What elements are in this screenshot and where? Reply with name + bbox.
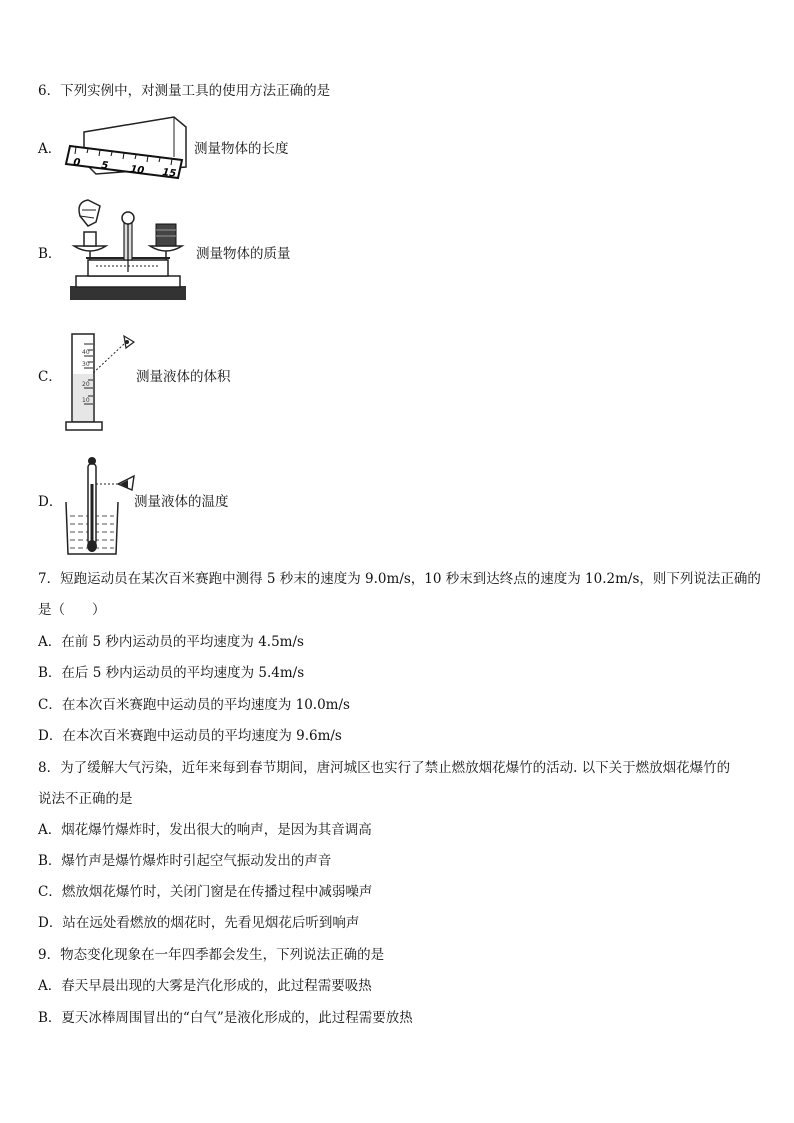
q7-stem-line2: 是（ ） xyxy=(38,602,106,618)
q7-option-a: A．在前 5 秒内运动员的平均速度为 4.5m/s xyxy=(38,634,304,650)
balance-figure xyxy=(66,196,190,304)
q6-stem: 6．下列实例中，对测量工具的使用方法正确的是 xyxy=(38,83,331,99)
q6-option-a-letter: A． xyxy=(38,141,62,157)
ruler-tick-label: 10 xyxy=(129,164,145,177)
q6-option-d-letter: D． xyxy=(38,494,63,510)
q8-option-d: D．站在远处看燃放的烟花时，先看见烟花后听到响声 xyxy=(38,915,360,931)
cylinder-mark: 30 xyxy=(82,361,90,368)
q7-stem-line1: 7．短跑运动员在某次百米赛跑中测得 5 秒末的速度为 9.0m/s，10 秒末到达终点的速度为 10.2m/s，则下列说法正确的 xyxy=(38,571,761,587)
q6-option-b-letter: B． xyxy=(38,246,62,262)
q9-stem: 9．物态变化现象在一年四季都会发生，下列说法正确的是 xyxy=(38,947,385,963)
q9-option-a: A．春天早晨出现的大雾是汽化形成的，此过程需要吸热 xyxy=(38,978,372,994)
q8-stem-line2: 说法不正确的是 xyxy=(38,791,133,807)
ruler-tick-label: 5 xyxy=(100,160,109,172)
ruler-tick-label: 15 xyxy=(161,167,177,180)
q6-option-b-caption: 测量物体的质量 xyxy=(196,246,291,262)
cylinder-mark: 10 xyxy=(82,397,90,404)
q8-option-b: B．爆竹声是爆竹爆炸时引起空气振动发出的声音 xyxy=(38,853,332,869)
q7-option-d: D．在本次百米赛跑中运动员的平均速度为 9.6m/s xyxy=(38,728,342,744)
thermometer-figure xyxy=(62,454,142,558)
q8-option-a: A．烟花爆竹爆炸时，发出很大的响声，是因为其音调高 xyxy=(38,822,372,838)
cylinder-mark: 20 xyxy=(82,381,90,388)
q9-option-b: B．夏天冰棒周围冒出的“白气”是液化形成的，此过程需要放热 xyxy=(38,1010,413,1026)
ruler-figure xyxy=(64,112,190,182)
q8-stem-line1: 8．为了缓解大气污染，近年来每到春节期间，唐河城区也实行了禁止燃放烟花爆竹的活动. 以下关于燃放烟花爆竹的 xyxy=(38,760,731,776)
cylinder-mark: 40 xyxy=(82,349,90,356)
ruler-tick-label: 0 xyxy=(72,157,81,169)
q6-option-d-caption: 测量液体的温度 xyxy=(134,494,229,510)
cylinder-figure xyxy=(60,330,140,434)
q7-option-b: B．在后 5 秒内运动员的平均速度为 5.4m/s xyxy=(38,665,305,681)
q7-option-c: C．在本次百米赛跑中运动员的平均速度为 10.0m/s xyxy=(38,697,350,713)
q8-option-c: C．燃放烟花爆竹时，关闭门窗是在传播过程中减弱噪声 xyxy=(38,884,373,900)
q6-option-c-caption: 测量液体的体积 xyxy=(136,369,231,385)
q6-option-a-caption: 测量物体的长度 xyxy=(194,141,289,157)
q6-option-c-letter: C． xyxy=(38,369,62,385)
